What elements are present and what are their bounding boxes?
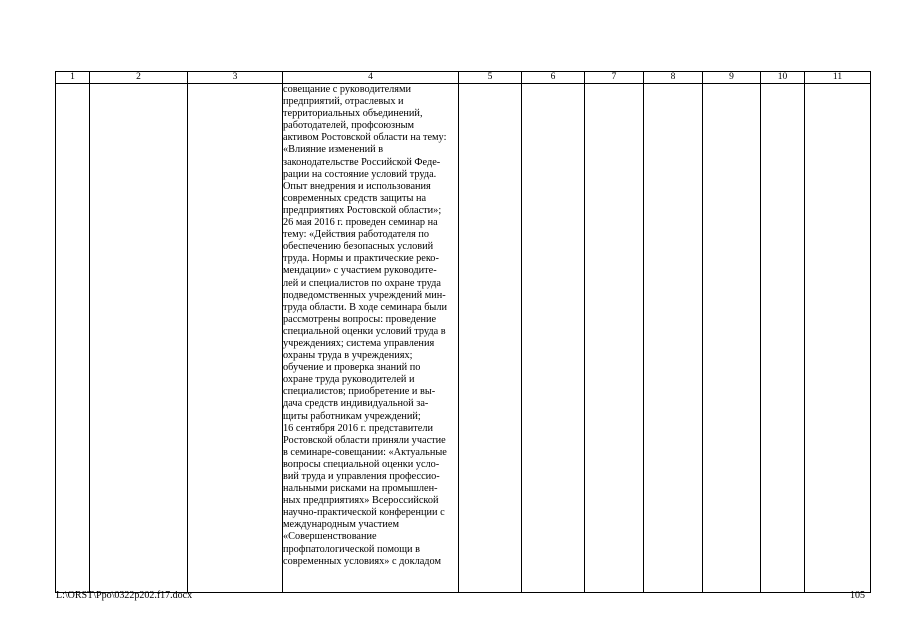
text-line: международным участием [283, 519, 399, 531]
text-line: щиты работникам учреждений; [283, 410, 421, 422]
text-line: обеспечению безопасных условий [283, 241, 434, 253]
text-line: в семинаре-совещании: «Актуальные [283, 446, 447, 458]
column-header-1: 1 [56, 72, 90, 84]
column-header-5: 5 [459, 72, 522, 84]
text-line: тему: «Действия работодателя по [283, 229, 430, 241]
text-line: Опыт внедрения и использования [283, 180, 431, 192]
text-line: специальной оценки условий труда в [283, 325, 446, 337]
table-row [56, 84, 871, 593]
data-table [55, 71, 871, 593]
text-line: охране труда руководителей и [283, 374, 415, 386]
column-header-4: 4 [283, 72, 459, 84]
column-header-11: 11 [805, 72, 871, 84]
text-line: 26 мая 2016 г. проведен семинар на [283, 217, 438, 229]
text-line: учреждениях; система управления [283, 337, 435, 349]
text-line: активом Ростовской области на тему: [283, 132, 447, 144]
table-cell-col8 [644, 84, 703, 593]
text-line: подведомственных учреждений мин- [283, 289, 446, 301]
text-line: рации на состояние условий труда. [283, 168, 437, 180]
text-line: рассмотрены вопросы: проведение [283, 313, 437, 325]
text-line: вий труда и управления профессио- [283, 471, 440, 482]
table-cell-col3 [188, 84, 283, 593]
column-header-2: 2 [90, 72, 188, 84]
page-number: 105 [850, 590, 865, 601]
table-cell-col9 [703, 84, 761, 593]
text-line: лей и специалистов по охране труда [283, 277, 441, 289]
text-line: труда. Нормы и практические реко- [283, 253, 439, 265]
text-line: предприятиях Ростовской области»; [283, 204, 442, 216]
text-line: «Совершенствование [283, 531, 377, 543]
text-line: современных средств защиты на [283, 192, 427, 204]
footer-file-path: L:\ORST\Ppo\0322p202.f17.docx [56, 590, 193, 601]
table-cell-col2 [90, 84, 188, 593]
text-line: труда области. В ходе семинара были [283, 301, 447, 313]
table-cell-col1 [56, 84, 90, 593]
table-cell-col6 [522, 84, 585, 593]
text-line: научно-практической конференции с [283, 507, 445, 519]
text-line: современных условиях» с докладом [283, 555, 441, 567]
text-line: специалистов; приобретение и вы- [283, 386, 436, 398]
text-line: предприятий, отраслевых и [283, 96, 404, 108]
text-line: мендации» с участием руководите- [283, 265, 437, 277]
text-line: совещание с руководителями [283, 84, 412, 95]
text-line: охраны труда в учреждениях; [283, 350, 413, 362]
column-header-9: 9 [703, 72, 761, 84]
text-line: законодательстве Российской Феде- [283, 156, 441, 168]
text-line: нальными рисками на промышлен- [283, 483, 438, 495]
text-line: 16 сентября 2016 г. представители [283, 422, 434, 434]
header-row [56, 72, 871, 84]
text-line: территориальных объединений, [283, 108, 423, 120]
column-header-8: 8 [644, 72, 703, 84]
column-header-7: 7 [585, 72, 644, 84]
column-header-10: 10 [761, 72, 805, 84]
table-cell-col10 [761, 84, 805, 593]
table-cell-col11 [805, 84, 871, 593]
text-line: дача средств индивидуальной за- [283, 398, 429, 410]
column-header-6: 6 [522, 72, 585, 84]
text-line: «Влияние изменений в [283, 144, 384, 156]
text-line: обучение и проверка знаний по [283, 362, 421, 374]
table-cell-col7 [585, 84, 644, 593]
table-cell-col5 [459, 84, 522, 593]
text-line: профпатологической помощи в [283, 543, 420, 555]
text-line: работодателей, профсоюзным [283, 120, 415, 132]
column-header-3: 3 [188, 72, 283, 84]
text-line: ных предприятиях» Всероссийской [283, 495, 439, 507]
text-line: вопросы специальной оценки усло- [283, 458, 440, 470]
text-line: Ростовской области приняли участие [283, 434, 446, 446]
table-cell-col4 [283, 84, 459, 593]
